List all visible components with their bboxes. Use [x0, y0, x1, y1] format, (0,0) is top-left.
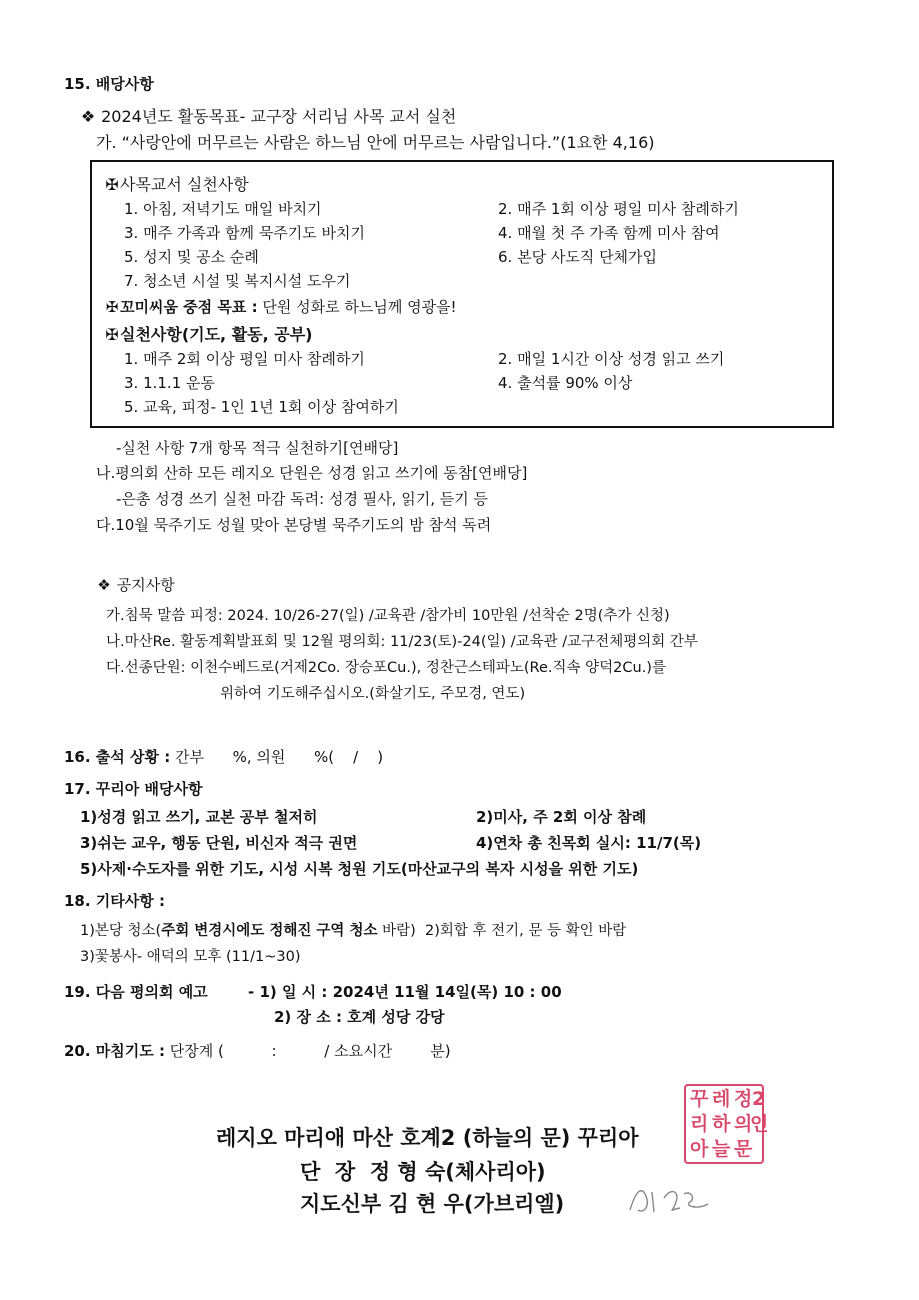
- seal-char: 아: [690, 1138, 709, 1160]
- focus-line: [104, 296, 457, 317]
- seal-char: 정: [734, 1088, 753, 1110]
- notice-item: 나.마산Re. 활동계획발표회 및 12월 평의회: 11/23(토)-24(일) /교육관 /교구전체평의회 간부: [106, 634, 698, 650]
- curia-item: 5)사제·수도자를 위한 기도, 시성 시복 청원 기도(마산교구의 복자 시성을 위한 기도): [80, 860, 639, 878]
- footer-curia-name: 레지오 마리애 마산 호계2 (하늘의 문) 꾸리아: [216, 1126, 639, 1150]
- notice-title: [96, 574, 175, 595]
- after-line: 나.평의회 산하 모든 레지오 단원은 성경 읽고 쓰기에 동참[연배당]: [96, 464, 528, 482]
- signature: [624, 1180, 716, 1220]
- action-item: 1. 매주 2회 이상 평일 미사 참례하기: [124, 350, 365, 368]
- section-17-heading: 17. 꾸리아 배당사항: [64, 780, 203, 798]
- focus-title: 꼬미씨움 중점 목표 :: [120, 298, 258, 316]
- misc-line: 3)꽃봉사- 애덕의 모후 (11/1~30): [80, 949, 301, 965]
- practice-item: 4. 매월 첫 주 가족 함께 미사 참여: [498, 224, 720, 242]
- section-15-heading: 15. 배당사항: [64, 75, 154, 93]
- practice-title-text: 사목교서 실천사항: [120, 175, 249, 194]
- seal-char: 리: [690, 1113, 709, 1135]
- practice-item: 3. 매주 가족과 함께 묵주기도 바치기: [124, 224, 366, 242]
- next-meeting-time: - 1) 일 시 : 2024년 11월 14일(목) 10 : 00: [248, 983, 562, 1001]
- practice-item: 5. 성지 및 공소 순례: [124, 248, 259, 266]
- diamond-bullet-icon: ❖: [97, 576, 111, 594]
- after-line: -은총 성경 쓰기 실천 마감 독려: 성경 필사, 읽기, 듣기 등: [116, 490, 488, 508]
- seal-char: 2: [752, 1088, 766, 1110]
- notice-item: 다.선종단원: 이천수베드로(거제2Co. 장승포Cu.), 정찬근스테파노(Re.직속 양덕2Cu.)를: [106, 660, 666, 676]
- section-16-heading: 16. 출석 상황 :: [64, 748, 171, 766]
- notice-item: 위하여 기도해주십시오.(화살기도, 주모경, 연도): [220, 686, 526, 702]
- misc-text: 바람) 2)회합 후 전기, 문 등 확인 바람: [377, 923, 627, 939]
- quote-line: 가. “사랑안에 머무르는 사람은 하느님 안에 머무르는 사람입니다.”(1요한 4,16): [96, 133, 655, 152]
- curia-seal: [684, 1084, 769, 1164]
- seal-char: 의: [734, 1113, 753, 1135]
- goal-line: [80, 104, 456, 127]
- practice-item: 2. 매주 1회 이상 평일 미사 참례하기: [498, 200, 739, 218]
- practice-item: 6. 본당 사도직 단체가입: [498, 248, 658, 266]
- closing-prayer-line: [64, 1040, 451, 1061]
- misc-line: [80, 919, 626, 940]
- action-item: 3. 1.1.1 운동: [124, 374, 215, 392]
- seal-char: 꾸: [690, 1088, 709, 1110]
- seal-char: 레: [712, 1088, 731, 1110]
- after-line: -실천 사항 7개 항목 적극 실천하기[연배당]: [116, 439, 399, 457]
- seal-char: 인: [750, 1113, 769, 1135]
- section-18-heading: 18. 기타사항 :: [64, 892, 165, 910]
- curia-item: 3)쉬는 교우, 행동 단원, 비신자 적극 권면: [80, 834, 358, 852]
- attendance-line: [64, 746, 383, 767]
- cross-bullet-icon: ✠: [105, 325, 119, 344]
- action-item: 2. 매일 1시간 이상 성경 읽고 쓰기: [498, 350, 725, 368]
- curia-item: 1)성경 읽고 쓰기, 교본 공부 철저히: [80, 808, 318, 826]
- action-title: [104, 322, 312, 345]
- practice-item: 1. 아침, 저녁기도 매일 바치기: [124, 200, 322, 218]
- action-item: 4. 출석률 90% 이상: [498, 374, 633, 392]
- misc-bold-text: 주회 변경시에도 정해진 구역 청소: [161, 923, 378, 939]
- notice-title-text: 공지사항: [116, 576, 175, 594]
- footer-spiritual-director: 지도신부 김 현 우(가브리엘): [300, 1192, 565, 1216]
- cross-bullet-icon: ✠: [105, 175, 119, 194]
- after-line: 다.10월 묵주기도 성월 맞아 본당별 묵주기도의 밤 참석 독려: [96, 516, 492, 534]
- misc-text: 1)본당 청소(: [80, 923, 162, 939]
- notice-item: 가.침묵 말씀 피정: 2024. 10/26-27(일) /교육관 /참가비 10만원 /선착순 2명(추가 신청): [106, 608, 670, 624]
- seal-char: 늘: [712, 1138, 731, 1160]
- seal-char: 문: [734, 1138, 753, 1160]
- section-19-heading: 19. 다음 평의회 예고: [64, 983, 208, 1001]
- practice-title: [104, 172, 249, 195]
- section-20-heading: 20. 마침기도 :: [64, 1042, 165, 1060]
- attendance-text: 간부 %, 의원 %( / ): [174, 748, 384, 766]
- curia-item: 4)연차 총 친목회 실시: 11/7(목): [476, 834, 702, 852]
- practice-item: 7. 청소년 시설 및 복지시설 도우기: [124, 272, 351, 290]
- closing-prayer-text: 단장계 ( : / 소요시간 분): [169, 1042, 451, 1060]
- next-meeting-place: 2) 장 소 : 호계 성당 강당: [274, 1008, 445, 1026]
- cross-bullet-icon: ✠: [105, 298, 119, 316]
- footer-president: 단 장 정 형 숙(체사리아): [300, 1160, 546, 1184]
- focus-text: 단원 성화로 하느님께 영광을!: [262, 298, 457, 316]
- curia-item: 2)미사, 주 2회 이상 참례: [476, 808, 647, 826]
- action-item: 5. 교육, 피정- 1인 1년 1회 이상 참여하기: [124, 398, 399, 416]
- seal-char: 하: [712, 1113, 731, 1135]
- diamond-bullet-icon: ❖: [80, 107, 96, 126]
- goal-text: 2024년도 활동목표- 교구장 서리님 사목 교서 실천: [101, 107, 457, 126]
- action-title-text: 실천사항(기도, 활동, 공부): [120, 325, 313, 344]
